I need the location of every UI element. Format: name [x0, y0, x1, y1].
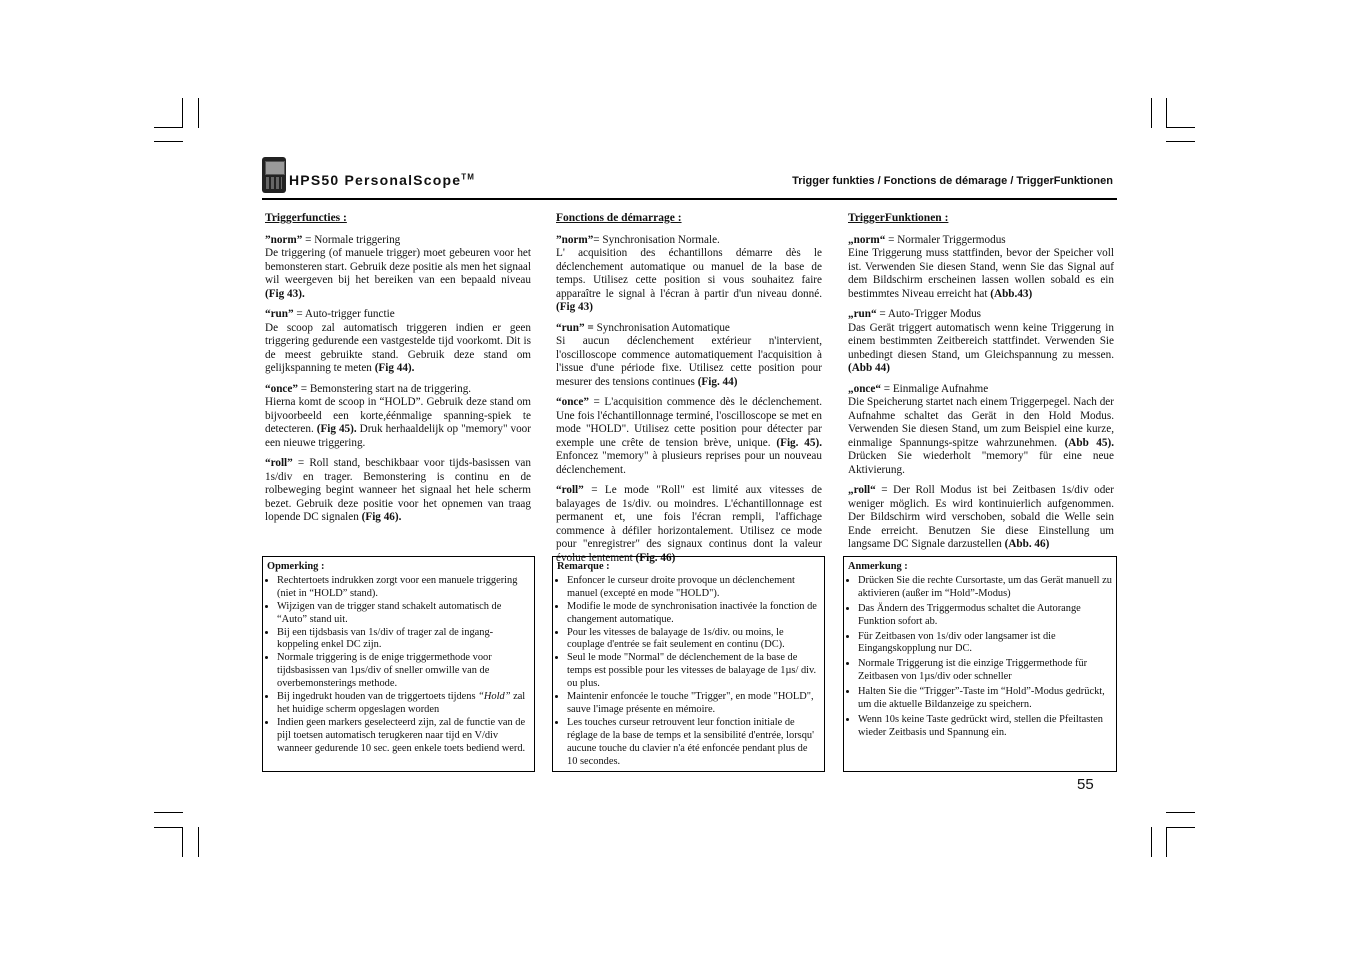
note-box-dutch — [262, 556, 535, 772]
note-title: Opmerking : — [267, 561, 325, 572]
paragraph-norm: „norm“ = Normaler Triggermodus Eine Triggerung muss stattfinden, bevor der Speicher voll ist. Verwenden Sie diesen Stand, wenn Sie das Signal auf dem Bildschirm erscheinen lassen wollen sobald es ein bestimmtes Niveau erreicht hat (Abb.43) — [848, 233, 1114, 300]
note-item: • Pour les vitesses de balayage de 1s/div. ou moins, le couplage d'entrée se fait seulement en continu (DC). — [567, 627, 820, 653]
page-number: 55 — [1077, 776, 1094, 793]
paragraph-norm: ”norm”= Synchronisation Normale. L' acquisition des échantillons démarre dès le déclenchement automatique ou manuel de la base de temps. Utilisez cette position si vous souhaitez faire apparaître le signal à l'écran à partir d'un niveau donné. (Fig 43) — [556, 233, 822, 313]
crop-mark — [182, 827, 183, 857]
paragraph-run: “run” = Auto-trigger functie De scoop zal automatisch triggeren indien er geen triggering gedurende een vastgestelde tijd voorkomt. Dit is de meest gebruikte stand. Gebruik deze stand om gelijkspanning te meten (Fig 44). — [265, 308, 531, 374]
crop-mark — [1151, 827, 1152, 857]
crop-mark — [198, 98, 199, 128]
note-item: • Bij ingedrukt houden van de triggertoets tijdens “Hold” zal het huidige scherm opgeslagen worden — [277, 691, 530, 717]
note-title: Remarque : — [557, 561, 610, 572]
note-item: • Drücken Sie die rechte Cursortaste, um das Gerät manuell zu aktivieren (außer im “Hold”-Modus) — [858, 575, 1112, 601]
column-german — [848, 212, 1114, 559]
note-item: • Wijzigen van de trigger stand schakelt automatisch de “Auto” stand uit. — [277, 601, 530, 627]
section-heading: Fonctions de démarrage : — [556, 212, 682, 224]
product-title: HPS50 PersonalScope™ — [289, 172, 476, 188]
note-item: • Bij een tijdsbasis van 1s/div of trager zal de ingang-koppeling enkel DC zijn. — [277, 627, 530, 653]
note-item: • Indien geen markers geselecteerd zijn, zal de functie van de pijl toetsen automatisch terugkeren naar tijd en V/div wanneer gedurende 10 sec. geen enkele toets bediend werd. — [277, 717, 530, 756]
column-dutch — [265, 212, 531, 532]
note-item: • Les touches curseur retrouvent leur fonction initiale de réglage de la base de temps et la sensibilité d'entrée, lorsqu' aucune touche du clavier n'a été enfoncée pendant plus de 10 secondes. — [567, 717, 820, 769]
note-item: • Enfoncer le curseur droite provoque un déclenchement manuel (excepté en mode "HOLD"). — [567, 575, 820, 601]
crop-mark — [1166, 127, 1195, 128]
crop-mark — [154, 827, 183, 828]
crop-mark — [1151, 98, 1152, 128]
section-heading: TriggerFunktionen : — [848, 212, 949, 224]
paragraph-roll: “roll” = Le mode "Roll" est limité aux vitesses de balayages de 1s/div. ou moindres. L'échantillonnage est permanent et, une fois l'écran rempli, l'affichage commence à défiler horizontalement. Utilisez ce mode pour "enregistrer" des signaux continus dont la valeur évolue lentement (Fig. 46) — [556, 484, 822, 564]
crop-mark — [1166, 141, 1195, 142]
paragraph-roll: „roll“ = Der Roll Modus ist bei Zeitbasen 1s/div oder weniger möglich. Es wird kontinuierlich aufgenommen. Der Bildschirm wird verschoben, sobald die Welle sein Ende erreicht. Benutzen Sie diese Einstellung um langsame DC Signale darzustellen (Abb. 46) — [848, 484, 1114, 550]
crop-mark — [1166, 812, 1195, 813]
note-item: • Halten Sie die “Trigger”-Taste im “Hold”-Modus gedrückt, um die aktuelle Bildanzeige zu speichern. — [858, 686, 1112, 712]
note-item: • Das Ändern des Triggermodus schaltet die Autorange Funktion sofort ab. — [858, 603, 1112, 629]
note-box-german — [843, 556, 1117, 772]
note-item: • Modifie le mode de synchronisation inactivée la fonction de changement automatique. — [567, 601, 820, 627]
crop-mark — [198, 827, 199, 857]
note-title: Anmerkung : — [848, 561, 908, 572]
crop-mark — [154, 141, 183, 142]
crop-mark — [154, 127, 183, 128]
crop-mark — [182, 98, 183, 128]
crop-mark — [154, 812, 183, 813]
note-item: • Seul le mode "Normal" de déclenchement de la base de temps est possible pour les vitesses de balayage de 1µs/ div. ou plus. — [567, 652, 820, 691]
note-item: • Rechtertoets indrukken zorgt voor een manuele triggering (niet in “HOLD” stand). — [277, 575, 530, 601]
page-subtitle: Trigger funkties / Fonctions de démarage / TriggerFunktionen — [792, 175, 1113, 187]
note-item: • Normale triggering is de enige triggermethode voor tijdsbasissen van 1µs/div of sneller omwille van de overbemonsterings methode. — [277, 652, 530, 691]
paragraph-roll: “roll” = Roll stand, beschikbaar voor tijds-basissen van 1s/div en trager. Bemonstering is continu en de rolbeweging begint wanneer het signaal het hele scherm bezet. Gebruik deze positie voor het opnemen van traag lopende DC signalen (Fig 46). — [265, 457, 531, 523]
note-item: • Wenn 10s keine Taste gedrückt wird, stellen die Pfeiltasten wieder Zeitbasis und Spannung ein. — [858, 714, 1112, 740]
crop-mark — [1166, 827, 1167, 857]
note-item: • Normale Triggerung ist die einzige Triggermethode für Zeitbasen von 1µs/div oder schneller — [858, 658, 1112, 684]
paragraph-once: „once“ = Einmalige Aufnahme Die Speicherung startet nach einem Triggerpegel. Nach der Aufnahme schaltet das Gerät in den Hold Modus. Verwenden Sie diesen Stand, um zum Beispiel eine kurze, einmalige Spannungs-spitze wahrzunehmen. (Abb 45). Drücken Sie wiederholt "memory" für eine neue Aktivierung. — [848, 382, 1115, 476]
section-heading: Triggerfuncties : — [265, 212, 347, 224]
paragraph-once: “once” = Bemonstering start na de triggering. Hierna komt de scoop in “HOLD”. Gebruik deze stand om bijvoorbeeld een korte,éénmalige spanning-spiek te detecteren. (Fig 45). Druk herhaaldelijk op "memory" voor een nieuwe triggering. — [265, 382, 531, 449]
header-rule — [262, 198, 1117, 200]
note-item: • Maintenir enfoncée le touche "Trigger", en mode "HOLD", sauve l'image présente en mémoire. — [567, 691, 820, 717]
crop-mark — [1166, 827, 1195, 828]
crop-mark — [1166, 98, 1167, 128]
paragraph-once: “once” = L'acquisition commence dès le déclenchement. Une fois l'échantillonnage terminé, l'oscilloscope se met en mode "HOLD". Utilisez cette position pour détecter par exemple une crête de tension brève, unique. (Fig. 45). Enfoncez "memory" à plusieurs reprises pour un nouveau déclenchement. — [556, 396, 822, 476]
note-item: • Für Zeitbasen von 1s/div oder langsamer ist die Eingangskopplung nur DC. — [858, 631, 1112, 657]
note-box-french — [552, 556, 825, 772]
paragraph-run: “run” = Synchronisation Automatique Si aucun déclenchement extérieur n'intervient, l'oscilloscope commence automatiquement l'acquisition à l'issue d'une période fixe. Utilisez cette position pour mesurer des tensions continues (Fig. 44) — [556, 321, 822, 388]
paragraph-run: „run“ = Auto-Trigger Modus Das Gerät triggert automatisch wenn keine Triggerung in einem bestimmten Zeitbereich stattfindet. Verwenden Sie unbedingt diesen Stand, um Gleichspannung zu messen. (Abb 44) — [848, 308, 1114, 374]
oscilloscope-device-icon — [262, 157, 286, 193]
paragraph-norm: ”norm” = Normale triggering De triggering (of manuele trigger) moet gebeuren voor het bemonsteren start. Gebruik deze positie als men het signaal wil weergeven bij het bereiken van een bepaald niveau (Fig 43). — [265, 233, 531, 300]
column-french — [556, 212, 822, 572]
